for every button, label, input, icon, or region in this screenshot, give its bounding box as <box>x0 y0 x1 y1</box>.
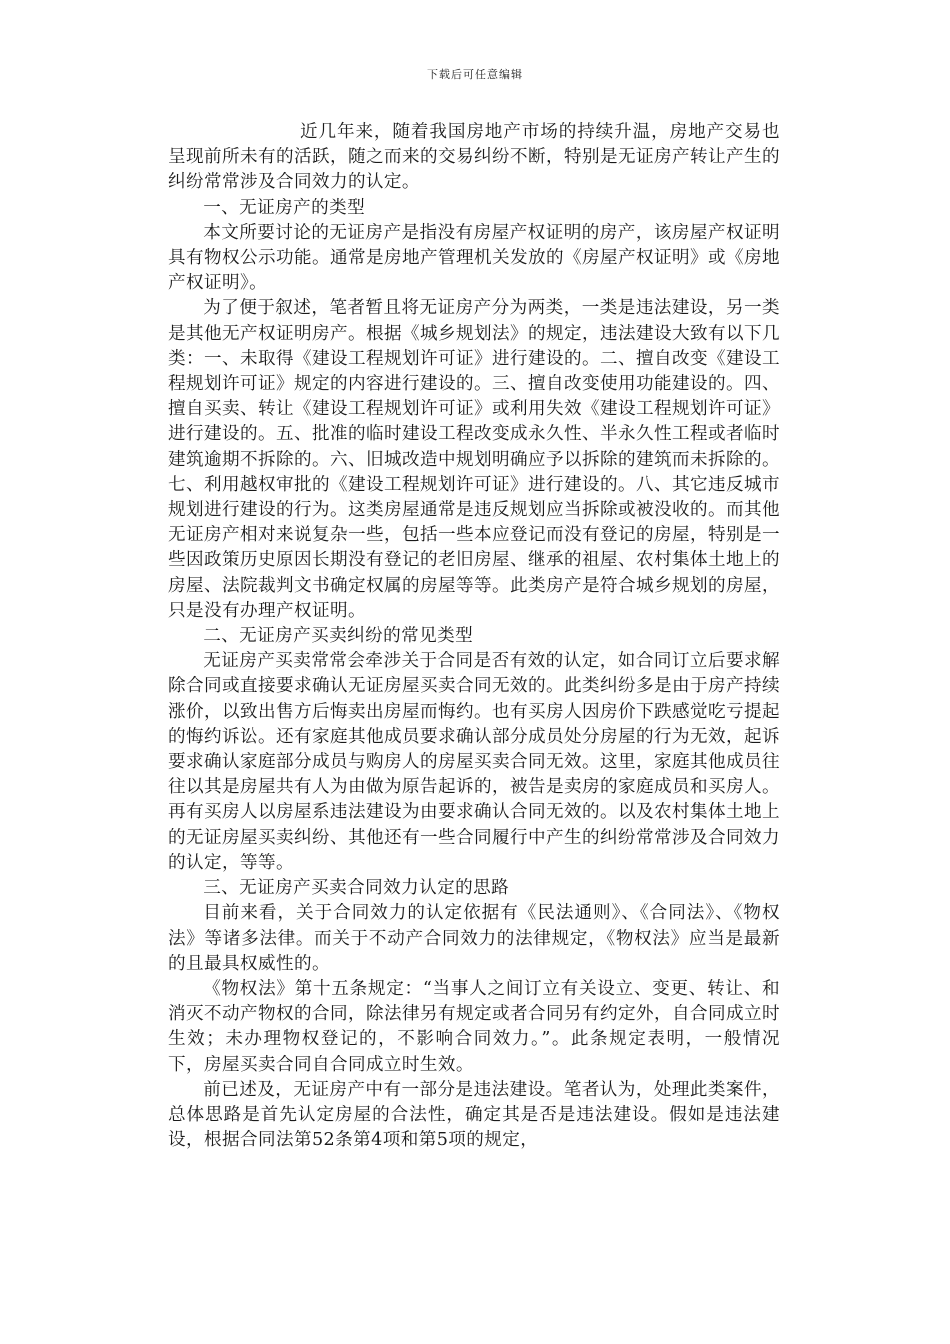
paragraph-intro: 近几年来，随着我国房地产市场的持续升温，房地产交易也呈现前所未有的活跃，随之而来的交易纠纷不断，特别是无证房产转让产生的纠纷常常涉及合同效力的认定。 <box>168 122 780 193</box>
paragraph: 为了便于叙述，笔者暂且将无证房产分为两类，一类是违法建设，另一类是其他无产权证明房产。根据《城乡规划法》的规定，违法建设大致有以下几类：一、未取得《建设工程规划许可证》进行建设的。二、擅自改变《建设工程规划许可证》规定的内容进行建设的。三、擅自改变使用功能建设的。四、擅自买卖、转让《建设工程规划许可证》或利用失效《建设工程规划许可证》进行建设的。五、批准的临时建设工程改变成永久性、半永久性工程或者临时建筑逾期不拆除的。六、旧城改造中规划明确应予以拆除的建筑而未拆除的。七、利用越权审批的《建设工程规划许可证》进行建设的。八、其它违反城市规划进行建设的行为。这类房屋通常是违反规划应当拆除或被没收的。而其他无证房产相对来说复杂一些，包括一些本应登记而没有登记的房屋，特别是一些因政策历史原因长期没有登记的老旧房屋、继承的祖屋、农村集体土地上的房屋、法院裁判文书确定权属的房屋等等。此类房产是符合城乡规划的房屋，只是没有办理产权证明。 <box>168 298 780 621</box>
document-body <box>168 120 780 1153</box>
section-heading-3: 三、无证房产买卖合同效力认定的思路 <box>203 878 510 899</box>
paragraph: 前已述及，无证房产中有一部分是违法建设。笔者认为，处理此类案件，总体思路是首先认定房屋的合法性，确定其是否是违法建设。假如是违法建设，根据合同法第52条第4项和第5项的规定， <box>168 1079 780 1151</box>
paragraph: 目前来看，关于合同效力的认定依据有《民法通则》、《合同法》、《物权法》等诸多法律。而关于不动产合同效力的法律规定，《物权法》应当是最新的且最具权威性的。 <box>168 903 780 974</box>
paragraph: 无证房产买卖常常会牵涉关于合同是否有效的认定，如合同订立后要求解除合同或直接要求确认无证房屋买卖合同无效的。此类纠纷多是由于房产持续涨价，以致出售方后悔卖出房屋而悔约。也有买房人因房价下跌感觉吃亏提起的悔约诉讼。还有家庭其他成员要求确认部分成员处分房屋的行为无效，起诉要求确认家庭部分成员与购房人的房屋买卖合同无效。这里，家庭其他成员往往以其是房屋共有人为由做为原告起诉的，被告是卖房的家庭成员和买房人。再有买房人以房屋系违法建设为由要求确认合同无效的。以及农村集体土地上的无证房屋买卖纠纷、其他还有一些合同履行中产生的纠纷常常涉及合同效力的认定，等等。 <box>168 651 780 873</box>
section-heading-2: 二、无证房产买卖纠纷的常见类型 <box>203 626 474 647</box>
section-heading-1: 一、无证房产的类型 <box>203 197 366 218</box>
paragraph: 本文所要讨论的无证房产是指没有房屋产权证明的房产，该房屋产权证明具有物权公示功能。通常是房地产管理机关发放的《房屋产权证明》或《房地产权证明》。 <box>168 222 780 294</box>
paragraph: 《物权法》第十五条规定：“当事人之间订立有关设立、变更、转让、和消灭不动产物权的合同，除法律另有规定或者合同另有约定外，自合同成立时生效；未办理物权登记的，不影响合同效力。”。此条规定表明，一般情况下，房屋买卖合同自合同成立时生效。 <box>168 978 780 1075</box>
page-header-note: 下载后可任意编辑 <box>427 68 523 81</box>
